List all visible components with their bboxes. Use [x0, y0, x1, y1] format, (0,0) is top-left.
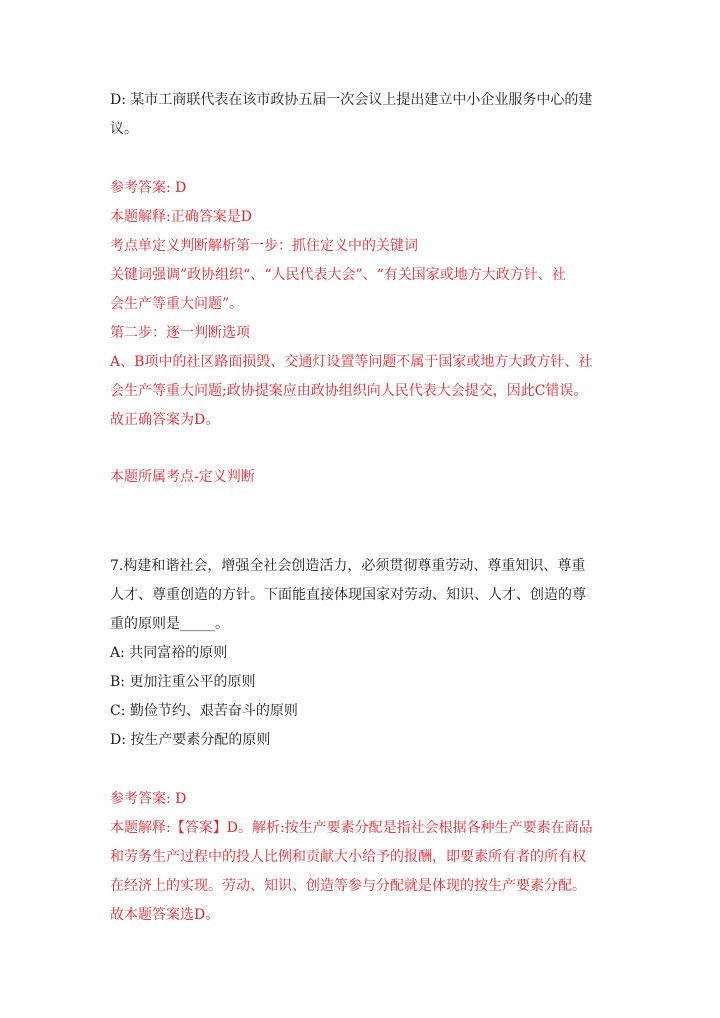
text-line: 议。 [110, 121, 138, 137]
option-a: A: 共同富裕的原则 [110, 645, 228, 661]
option-c: C: 勤俭节约、艰苦奋斗的原则 [110, 703, 298, 719]
question-7-stem [110, 552, 615, 639]
text-line: 和劳务生产过程中的投人比例和贡献大小给予的报酬，即要素所有者的所有权 [110, 849, 586, 865]
document-page [110, 86, 615, 930]
text-line: 故本题答案选D。 [110, 907, 220, 923]
text-line: 在经济上的实现。劳动、知识、创造等参与分配就是体现的按生产要素分配。 [110, 878, 586, 894]
text-line: 7.构建和谐社会，增强全社会创造活力，必须贯彻尊重劳动、尊重知识、尊重 [110, 558, 586, 574]
prev-answer: 参考答案: D [110, 180, 187, 196]
text-line: 考点单定义判断解析第一步：抓住定义中的关键词 [110, 238, 418, 254]
question-7-options [110, 639, 615, 755]
text-line: 本题解释:正确答案是D [110, 209, 252, 225]
text-line: 会生产等重大问题;政协提案应由政协组织向人民代表大会提交，因此C错误。 [110, 383, 588, 399]
question-7-answer: 参考答案: D [110, 791, 187, 807]
text-line: 故正确答案为D。 [110, 412, 220, 428]
option-b: B: 更加注重公平的原则 [110, 674, 256, 690]
text-line: 本题解释:【答案】D。解析:按生产要素分配是指社会根据各种生产要素在商品 [110, 820, 593, 836]
text-line: D: 某市工商联代表在该市政协五届一次会议上提出建立中小企业服务中心的建 [110, 92, 593, 108]
option-d: D: 按生产要素分配的原则 [110, 732, 271, 748]
text-line: 第二步：逐一判断选项 [110, 325, 250, 341]
prev-explanation [110, 203, 615, 435]
text-line: 关键词强调”政协组织“、“人民代表大会”、“有关国家或地方大政方针、社 [110, 267, 566, 283]
prev-category: 本题所属考点-定义判断 [110, 469, 255, 485]
prev-option-d [110, 86, 615, 144]
text-line: 人才、尊重创造的方针。下面能直接体现国家对劳动、知识、人才、创造的尊 [110, 587, 586, 603]
text-line: A、B项中的社区路面损毁、交通灯设置等问题不属于国家或地方大政方针、社 [110, 354, 593, 370]
text-line: 重的原则是_____。 [110, 616, 229, 632]
question-7-explanation [110, 814, 615, 930]
text-line: 会生产等重大问题”。 [110, 296, 244, 312]
